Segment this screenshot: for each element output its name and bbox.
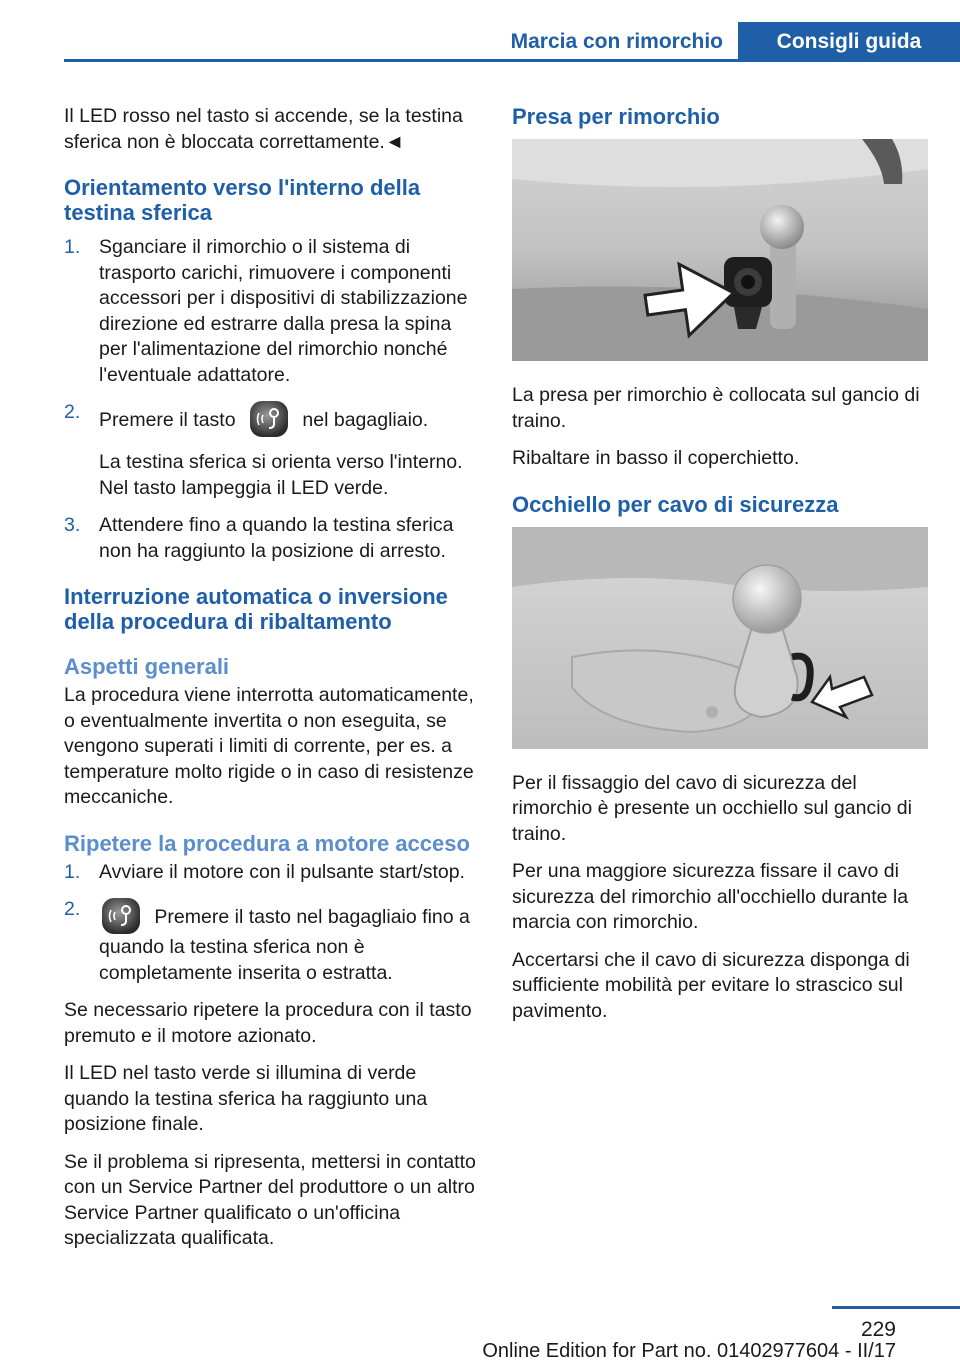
list-item: [64, 400, 480, 501]
chapter-tab: Consigli guida: [738, 22, 960, 62]
list-item: [64, 235, 480, 388]
right-column: [512, 104, 928, 1036]
steps-orient: [64, 235, 480, 564]
step-text: Sganciare il rimorchio o il sistema di trasporto carichi, rimuovere i componenti accessori per i dispositivi di stabilizzazione direzione ed estrarre dalla presa la spina per l'alimentazione del rimorchio nonché l'eventuale adattatore.: [99, 236, 468, 386]
socket-text-2: Ribaltare in basso il coperchietto.: [512, 447, 800, 469]
eyelet-text-3: Accertarsi che il cavo di sicurezza disponga di sufficiente mobilità per evitare lo strascico sul pavimento.: [512, 948, 910, 1022]
intro-text: Il LED rosso nel tasto si accende, se la testina sferica non è bloccata correttamente.◄: [64, 105, 463, 153]
heading-general: Aspetti generali: [64, 654, 230, 679]
step-number: 2.: [64, 401, 81, 423]
body-paragraph: Il LED nel tasto verde si illumina di verde quando la testina sferica ha raggiunto una posizione finale.: [64, 1062, 428, 1135]
edition-note: Online Edition for Part no. 01402977604 - II/17: [482, 1340, 896, 1362]
heading-orient: Orientamento verso l'interno della testina sferica: [64, 175, 421, 225]
step-number: 1.: [64, 236, 81, 258]
body-paragraph: Se il problema si ripresenta, mettersi in contatto con un Service Partner del produttore o un altro Service Partner qualificato o un'officina specializzata qualificata.: [64, 1150, 476, 1249]
section-tab: Marcia con rimorchio: [510, 30, 723, 53]
heading-socket: Presa per rimorchio: [512, 104, 720, 129]
safety-cable-eyelet-image: [512, 527, 928, 749]
steps-repeat: [64, 860, 480, 987]
general-text: La procedura viene interrotta automaticamente, o eventualmente invertita o non eseguita, se vengono superati i limiti di corrente, per es. a temperature molto rigide o in caso di resistenze meccaniche.: [64, 684, 474, 808]
list-item: [64, 897, 480, 986]
step-number: 2.: [64, 898, 81, 920]
heading-interrupt: Interruzione automatica o inversione della procedura di ribaltamento: [64, 584, 448, 634]
step-number: 3.: [64, 514, 81, 536]
step-subtext: La testina sferica si orienta verso l'interno. Nel tasto lampeggia il LED verde.: [99, 451, 463, 499]
list-item: [64, 860, 480, 886]
list-item: [64, 513, 480, 564]
step-text-post: nel bagagliaio.: [302, 409, 429, 431]
footer-rule: [832, 1306, 960, 1309]
page-header: [64, 22, 960, 62]
step-text: Attendere fino a quando la testina sferica non ha raggiunto la posizione di arresto.: [99, 514, 454, 562]
eyelet-text-1: Per il fissaggio del cavo di sicurezza del rimorchio è presente un occhiello sul gancio di traino.: [512, 771, 912, 845]
step-text: Avviare il motore con il pulsante start/stop.: [99, 860, 465, 883]
towbar-button-icon: [99, 897, 143, 935]
heading-eyelet: Occhiello per cavo di sicurezza: [512, 491, 839, 517]
body-paragraph: Se necessario ripetere la procedura con il tasto premuto e il motore azionato.: [64, 999, 472, 1047]
towbar-button-icon: [247, 400, 291, 438]
eyelet-text-2: Per una maggiore sicurezza fissare il cavo di sicurezza del rimorchio all'occhiello durante la marcia con rimorchio.: [512, 860, 909, 933]
page-number: 229: [860, 1318, 896, 1341]
left-column: [64, 104, 480, 1264]
header-rule: [64, 59, 960, 62]
step-text: Premere il tasto nel bagagliaio fino a quando la testina sferica non è completamente inserita o estratta.: [99, 906, 470, 984]
heading-repeat: Ripetere la procedura a motore acceso: [64, 830, 470, 856]
socket-text-1: La presa per rimorchio è collocata sul gancio di traino.: [512, 384, 920, 432]
step-number: 1.: [64, 860, 81, 883]
step-text-pre: Premere il tasto: [99, 409, 236, 431]
trailer-socket-image: [512, 139, 928, 361]
